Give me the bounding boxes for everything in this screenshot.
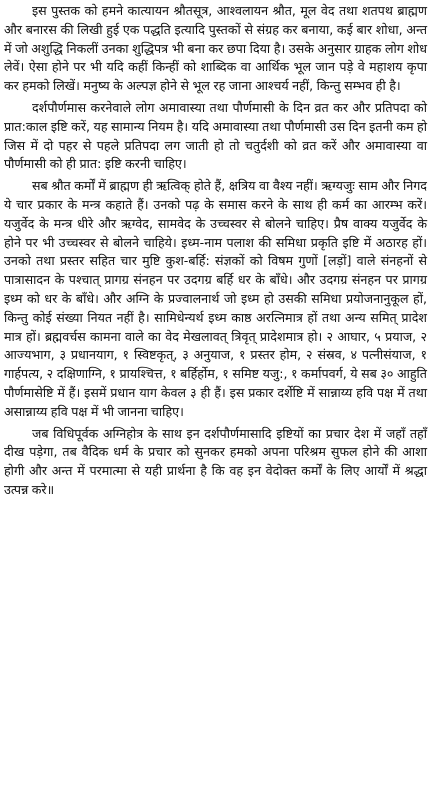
paragraph-sources: इस पुस्तक को हमने कात्यायन श्रौतसूत्र, आश्वलायन श्रौत, मूल वेद तथा शतपथ ब्राह्मण और बनारस की लिखी हुई एक पद्धति इत्यादि पुस्तकों से संग्रह कर बनाया, कई बार शोधा, अन्त में जो अशुद्धि निकलीं उनका शुद्धिपत्र भी बना कर छपा दिया है। उसके अनुसार ग्राहक लोग शोध लेवें। ऐसा होने पर भी यदि कहीं किन्हीं को शाब्दिक वा आर्थिक भूल जान पड़े वे महाशय कृपा कर हमको लिखें। मनुष्य के अल्पज्ञ होने से भूल रह जाना आश्चर्य नहीं, किन्तु सम्भव ही है। (4, 3, 427, 94)
paragraph-darshapaurnamasa-rule: दर्शपौर्णमास करनेवाले लोग अमावास्या तथा पौर्णमासी के दिन व्रत कर और प्रतिपदा को प्रात:काल इष्टि करें, यह सामान्य नियम है। यदि अमावास्या तथा पौर्णमासी उस दिन इतनी कम हो जिस में दो पहर से पहले प्रतिपदा लग जाती हो तो चतुर्दशी को व्रत करें और अमावास्या वा पौर्णमासी को ही प्रात: इष्टि करनी चाहिए। (4, 99, 427, 172)
paragraph-shrauta-procedure: सब श्रौत कर्मों में ब्राह्मण ही ऋत्विक् होते हैं, क्षत्रिय वा वैश्य नहीं। ऋग्यजुः साम और निगद ये चार प्रकार के मन्त्र कहाते हैं। उनको पढ़ के समास करने के साथ ही कर्म का आरम्भ करें। यजुर्वेद के मन्त्र धीरे और ऋग्वेद, सामवेद के उच्चस्वर से बोलने चाहिए। प्रैष वाक्य यजुर्वेद के होने पर भी उच्चस्वर से बोलने चाहिये। इध्म-नाम पलाश की समिधा प्रकृति इष्टि में अठारह हों। उनको तथा प्रस्तर सहित चार मुष्टि कुश-बर्हि: संज्ञकों को विषम गुणों [लड़ों] वाले संनहनों से पात्रासादन के पश्चात् प्रागग्र संनहन पर उदगग्र बर्हि धर के बाँधे। और उदगग्र संनहन पर प्रागग्र इध्म को धर के बाँधे। और अग्नि के प्रज्वालनार्थ जो इध्म हो उसकी समिधा प्रयोजनानुकूल हों, किन्तु कोई संख्या नियत नहीं है। सामिधेन्यर्थ इध्म काष्ठ अरत्निमात्र हों तथा अन्य समित् प्रादेश मात्र हों। ब्रह्मवर्चस कामना वाले का वेद मेखलावत् त्रिवृत् प्रादेशमात्र हो। २ आघार, ५ प्रयाज, २ आज्यभाग, ३ प्रधानयाग, १ स्विष्टकृत्, ३ अनुयाज, १ प्रस्तर होम, २ संस्रव, ४ पत्नीसंयाज, १ गार्हपत्य, २ दक्षिणाग्नि, १ प्रायश्चित्त, १ बर्हिर्होम, १ समिष्ट यजु:, १ कर्मापवर्ग, ये सब ३० आहुति पौर्णमासेष्टि में हैं। इसमें प्रधान याग केवल ३ ही हैं। इस प्रकार दर्शेष्टि में सान्नाय्य हवि पक्ष में तथा असान्नाय्य हवि पक्ष में भी जानना चाहिए। (4, 178, 427, 419)
paragraph-closing-prayer: जब विधिपूर्वक अग्निहोत्र के साथ इन दर्शपौर्णमासादि इष्टियों का प्रचार देश में जहाँ तहाँ दीख पड़ेगा, तब वैदिक धर्म के प्रचार को सुनकर हमको अपना परिश्रम सुफल होने की आशा होगी और अन्त में परमात्मा से यही प्रार्थना है कि वह इन वेदोक्त कर्मों के लिए आर्यों में श्रद्धा उत्पन्न करे॥ (4, 425, 427, 497)
